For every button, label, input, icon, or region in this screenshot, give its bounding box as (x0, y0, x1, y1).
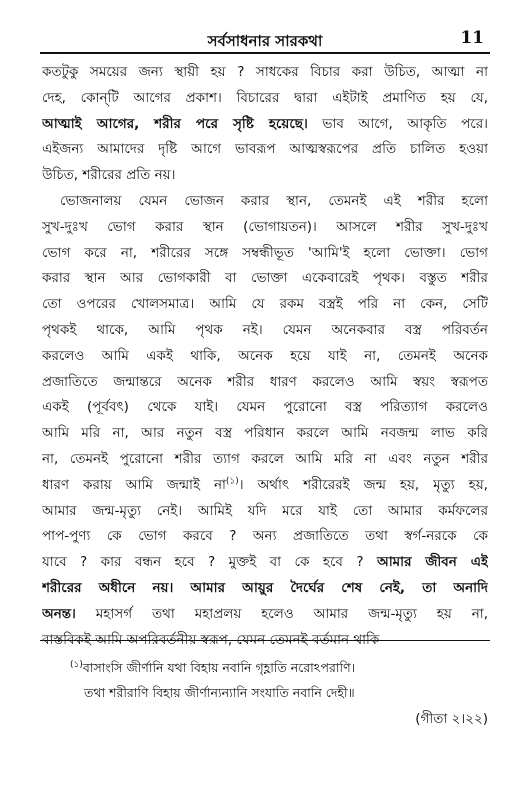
text-line: ভোগ করে না, শরীরের সঙ্গে সম্বন্ধীভূত 'আমি'ই হলো ভোক্তা। ভোগ (42, 244, 488, 261)
paragraph-1 (42, 60, 488, 189)
bold-phrase: আত্মাই আগের, শরীর পরে সৃষ্টি হয়েছে। (42, 115, 308, 132)
text-span: । অর্থাৎ শরীরেরই জন্ম হয়, মৃত্যু হয়, (238, 476, 488, 493)
bold-phrase: শরীরের অধীনে নয়। আমার আয়ুর দৈর্ঘের শেষ নেই, তা অনাদি (42, 579, 488, 596)
text-line: এইজন্য আমাদের দৃষ্টি আগে ভাবরূপ আত্মস্বরূপের প্রতি চালিত হওয়া (42, 141, 488, 158)
text-line: ভোজনালয় যেমন ভোজন করার স্থান, তেমনই এই শরীর হলো (60, 192, 488, 209)
text-line (42, 576, 488, 602)
text-line: উচিত, শরীরের প্রতি নয়। (42, 167, 176, 184)
bold-phrase: অনন্ত। (42, 605, 76, 622)
text-line: করার স্থান আর ভোগকারী বা ভোক্তা একেবারেই পৃথক। বস্তুত শরীর (42, 270, 488, 287)
text-span: ধারণ করায় আমি জন্মাই না (42, 476, 226, 493)
body-text (42, 60, 488, 653)
footnote-line (70, 655, 470, 680)
text-line: তো ওপরের খোলসমাত্র। আমি যে রকম বস্ত্রই পরি না কেন, সেটি (42, 296, 488, 313)
text-line: আমি মরি না, আর নতুন বস্ত্র পরিধান করলে আমি নবজন্ম লাভ করি (42, 425, 488, 442)
text-line: দেহ, কোন্‌টি আগের প্রকাশ। বিচারের দ্বারা এইটাই প্রমাণিত হয় যে, (42, 89, 488, 106)
text-line: কতটুকু সময়ের জন্য স্থায়ী হয় ? সাধকের বিচার করা উচিত, আত্মা না (42, 64, 488, 80)
text-span: মহাসর্গ তথা মহাপ্রলয় হলেও আমার জন্ম-মৃত্যু হয় না, (75, 605, 488, 622)
paragraph-2 (42, 189, 488, 653)
page-number: 11 (460, 28, 484, 48)
text-line: আমার জন্ম-মৃত্যু নেই। আমিই যদি মরে যাই তো আমার কর্মফলের (42, 502, 488, 519)
text-line: একই (পূর্ববৎ) থেকে যাই। যেমন পুরোনো বস্ত্র পরিত্যাগ করলেও (42, 399, 488, 416)
bold-phrase: আমার জীবন এই (376, 554, 488, 571)
footnote-marker: (১) (70, 659, 83, 670)
text-line: পাপ-পুণ্য কে ভোগ করবে ? অন্য প্রজাতিতে তথা স্বর্গ-নরকে কে (42, 528, 488, 545)
header-rule (40, 52, 490, 54)
text-line: পৃথকই থাকে, আমি পৃথক নই। যেমন অনেকবার বস্ত্র পরিবর্তন (42, 321, 488, 338)
text-line: করলেও আমি একই থাকি, অনেক হয়ে যাই না, তেমনই অনেক (42, 347, 488, 364)
text-span: ভাব আগে, আকৃতি পরে। (307, 115, 488, 132)
text-line: প্রজাতিতে জন্মান্তরে অনেক শরীর ধারণ করলেও আমি স্বয়ং স্বরূপত (42, 373, 488, 390)
text-span: যাবে ? কার বন্ধন হবে ? মুক্তই বা কে হবে ? (42, 554, 377, 571)
text-line (42, 602, 488, 628)
text-line: সুখ-দুঃখ ভোগ করার স্থান (ভোগায়তন)। আসলে শরীর সুখ-দুঃখ (42, 218, 488, 235)
footnote-rule (40, 640, 490, 641)
running-title: সর্বসাধনার সারকথা (207, 32, 323, 50)
page-header (40, 28, 490, 52)
text-line (42, 473, 488, 499)
footnote-verse-1: বাসাংসি জীর্ণানি যথা বিহায় নবানি গৃহ্ণাতি নরোঽপরাণি। (82, 660, 356, 675)
footnote-verse-2: তথা শরীরাণি বিহায় জীর্ণান্যন্যানি সংযাতি নবানি দেহী॥ (84, 685, 355, 700)
footnote (70, 655, 470, 705)
text-line: বাস্তবিকই আমি অপরিবর্তনীয় স্বরূপ, যেমন তেমনই বর্তমান থাকি— (42, 631, 393, 648)
footnote-marker: (১) (225, 476, 239, 487)
footnote-reference: (গীতা ২।২২) (415, 711, 488, 727)
text-line (42, 112, 488, 138)
text-line (42, 550, 488, 576)
text-line: না, তেমনই পুরোনো শরীর ত্যাগ করলে আমি মরি না এবং নতুন শরীর (42, 450, 488, 467)
